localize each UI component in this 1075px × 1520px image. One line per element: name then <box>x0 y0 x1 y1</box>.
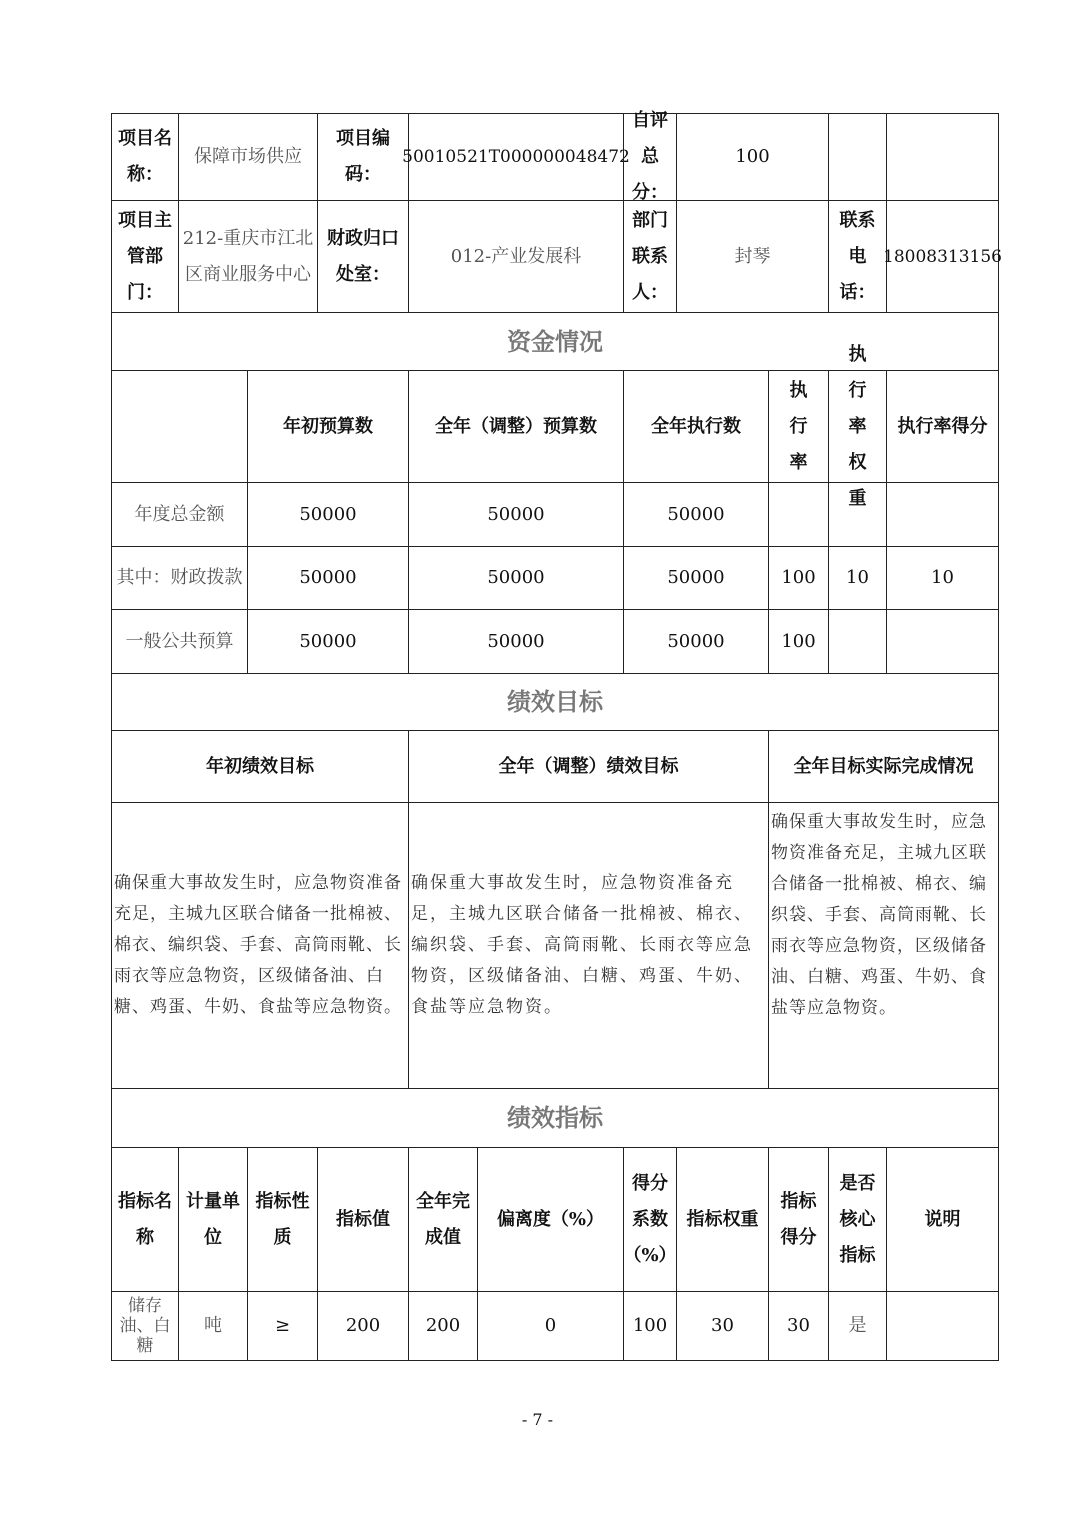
goal-header: 年初绩效目标 <box>111 730 409 803</box>
indicator-header: 指标名称 <box>111 1147 179 1292</box>
funds-cell <box>828 482 887 547</box>
funds-cell: 50000 <box>623 546 769 610</box>
project-name: 保障市场供应 <box>178 113 318 201</box>
goal-header: 全年目标实际完成情况 <box>768 730 999 803</box>
dept-label: 项目主管部门： <box>111 200 179 313</box>
funds-header: 全年（调整）预算数 <box>408 370 624 483</box>
phone-value: 18008313156 <box>886 200 999 313</box>
funds-header: 年初预算数 <box>247 370 409 483</box>
funds-header: 执行率 <box>768 370 829 483</box>
indicator-header: 全年完成值 <box>408 1147 478 1292</box>
indicator-cell: 200 <box>317 1291 409 1361</box>
goal-adjusted-text: 确保重大事故发生时，应急物资准备充足，主城九区联合储备一批棉被、棉衣、编织袋、手套、高筒雨靴、长雨衣等应急物资，区级储备油、白糖、鸡蛋、牛奶、食盐等应急物资。 <box>408 802 769 1089</box>
funds-header: 执行率得分 <box>886 370 999 483</box>
funds-cell: 50000 <box>623 609 769 674</box>
funds-cell: 100 <box>768 609 829 674</box>
score-label: 自评总分： <box>623 113 677 201</box>
goal-initial-text: 确保重大事故发生时，应急物资准备充足，主城九区联合储备一批棉被、棉衣、编织袋、手套、高筒雨靴、长雨衣等应急物资，区级储备油、白糖、鸡蛋、牛奶、食盐等应急物资。 <box>111 802 409 1089</box>
indicator-header: 是否核心指标 <box>828 1147 887 1292</box>
goal-header: 全年（调整）绩效目标 <box>408 730 769 803</box>
funds-cell: 50000 <box>247 609 409 674</box>
empty-cell <box>886 113 999 201</box>
funds-cell: 100 <box>768 546 829 610</box>
funds-cell: 10 <box>828 546 887 610</box>
indicator-cell <box>886 1291 999 1361</box>
office-label: 财政归口处室： <box>317 200 409 313</box>
indicator-cell: 0 <box>477 1291 624 1361</box>
indicator-header: 得分系数（%） <box>623 1147 677 1292</box>
funds-cell: 50000 <box>623 482 769 547</box>
indicator-cell: 30 <box>768 1291 829 1361</box>
funds-cell <box>886 482 999 547</box>
funds-cell: 50000 <box>247 482 409 547</box>
funds-cell: 50000 <box>408 482 624 547</box>
funds-header: 全年执行数 <box>623 370 769 483</box>
indicator-header: 指标性质 <box>247 1147 318 1292</box>
funds-cell <box>886 609 999 674</box>
indicator-cell: 100 <box>623 1291 677 1361</box>
indicator-cell: 是 <box>828 1291 887 1361</box>
project-code: 50010521T000000048472 <box>408 113 624 201</box>
indicator-cell: 30 <box>676 1291 769 1361</box>
funds-header: 执行率权重 <box>828 370 887 483</box>
funds-cell: 10 <box>886 546 999 610</box>
page-number: - 7 - <box>521 1410 554 1429</box>
goals-section-title: 绩效目标 <box>111 673 999 731</box>
funds-cell <box>768 482 829 547</box>
indicator-cell: ≥ <box>247 1291 318 1361</box>
indicator-header: 偏离度（%） <box>477 1147 624 1292</box>
project-name-label: 项目名称： <box>111 113 179 201</box>
indicator-header: 指标权重 <box>676 1147 769 1292</box>
empty-cell <box>828 113 887 201</box>
contact-value: 封琴 <box>676 200 829 313</box>
funds-row-label: 年度总金额 <box>111 482 248 547</box>
indicator-cell: 储存油、白糖 <box>111 1291 179 1361</box>
funds-cell: 50000 <box>408 609 624 674</box>
funds-row-label: 其中：财政拨款 <box>111 546 248 610</box>
funds-cell <box>828 609 887 674</box>
funds-cell: 50000 <box>247 546 409 610</box>
indicator-cell: 200 <box>408 1291 478 1361</box>
indicator-header: 指标得分 <box>768 1147 829 1292</box>
office-value: 012-产业发展科 <box>408 200 624 313</box>
indicator-header: 计量单位 <box>178 1147 248 1292</box>
indicator-header: 指标值 <box>317 1147 409 1292</box>
funds-cell: 50000 <box>408 546 624 610</box>
contact-label: 部门联系人： <box>623 200 677 313</box>
funds-row-label: 一般公共预算 <box>111 609 248 674</box>
phone-label: 联系电话： <box>828 200 887 313</box>
empty-header-cell <box>111 370 248 483</box>
indicator-cell: 吨 <box>178 1291 248 1361</box>
dept-value: 212-重庆市江北区商业服务中心 <box>178 200 318 313</box>
project-code-label: 项目编码： <box>317 113 409 201</box>
goal-actual-text: 确保重大事故发生时，应急物资准备充足，主城九区联合储备一批棉被、棉衣、编织袋、手套、高筒雨靴、长雨衣等应急物资，区级储备油、白糖、鸡蛋、牛奶、食盐等应急物资。 <box>768 802 999 1089</box>
indicators-section-title: 绩效指标 <box>111 1088 999 1148</box>
funds-section-title: 资金情况 <box>111 312 999 371</box>
indicator-header: 说明 <box>886 1147 999 1292</box>
score-value: 100 <box>676 113 829 201</box>
